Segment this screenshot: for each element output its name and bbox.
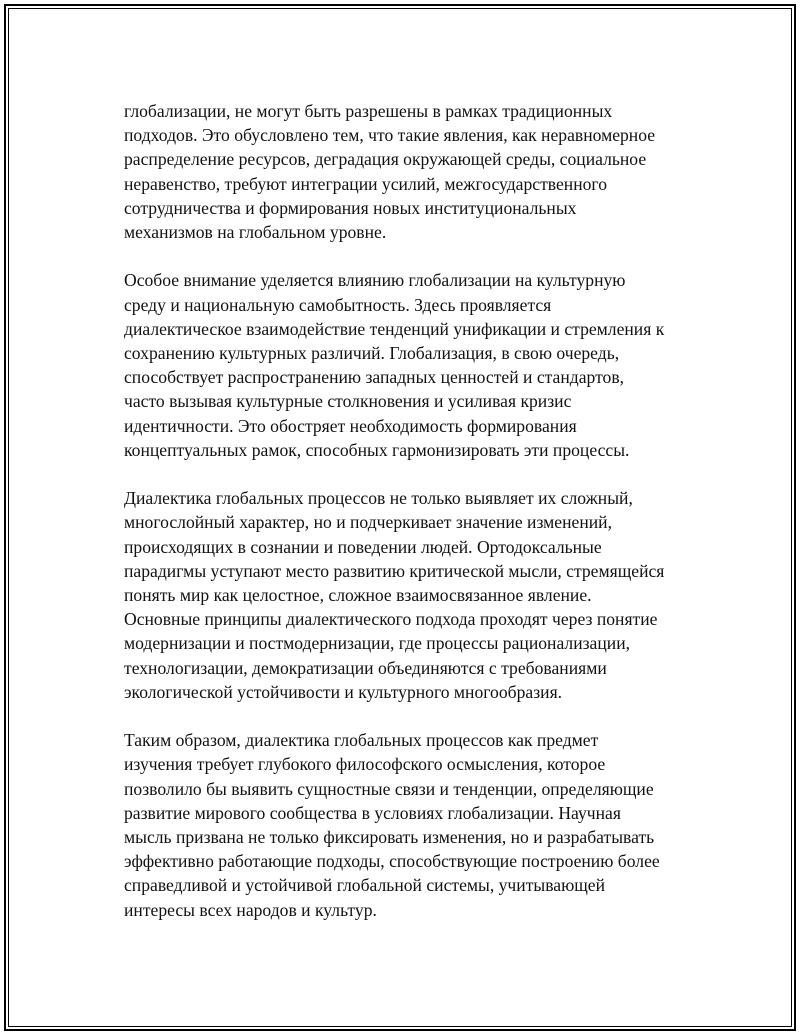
text-line: подходов. Это обусловлено тем, что такие явления, как неравномерное xyxy=(124,125,656,146)
text-line: технологизации, демократизации объединяются с требованиями xyxy=(124,657,607,678)
text-line: эффективно работающие подходы, способствующие построению более xyxy=(124,851,660,872)
text-line: концептуальных рамок, способных гармонизировать эти процессы. xyxy=(124,439,630,460)
text-line: происходящих в сознании и поведении людей. Ортодоксальные xyxy=(124,536,602,557)
page-frame xyxy=(4,4,796,1031)
text-line: неравенство, требуют интеграции усилий, межгосударственного xyxy=(124,173,607,194)
text-line: сотрудничества и формирования новых институциональных xyxy=(124,197,577,218)
text-line: развитие мирового сообщества в условиях глобализации. Научная xyxy=(124,802,621,823)
document-body xyxy=(124,99,696,946)
text-line: экологической устойчивости и культурного многообразия. xyxy=(124,681,563,702)
paragraph-3 xyxy=(124,486,696,704)
text-line: справедливой и устойчивой глобальной системы, учитывающей xyxy=(124,875,606,896)
text-line: идентичности. Это обостряет необходимость формирования xyxy=(124,415,577,436)
text-line: глобализации, не могут быть разрешены в рамках традиционных xyxy=(124,101,613,121)
text-line: Таким образом, диалектика глобальных процессов как предмет xyxy=(124,730,599,751)
paragraph-1 xyxy=(124,99,696,244)
text-line: диалектическое взаимодействие тенденций унификации и стремления к xyxy=(124,318,665,339)
text-line: позволило бы выявить сущностные связи и тенденции, определяющие xyxy=(124,778,654,799)
text-line: парадигмы уступают место развитию критической мысли, стремящейся xyxy=(124,560,665,581)
paragraph-4 xyxy=(124,728,696,922)
text-line: механизмов на глобальном уровне. xyxy=(124,222,387,243)
text-line: изучения требует глубокого философского осмысления, которое xyxy=(124,754,606,775)
text-line: Основные принципы диалектического подхода проходят через понятие xyxy=(124,609,658,630)
text-line: сохранению культурных различий. Глобализация, в свою очередь, xyxy=(124,343,620,364)
text-line: понять мир как целостное, сложное взаимосвязанное явление. xyxy=(124,585,592,606)
text-line: интересы всех народов и культур. xyxy=(124,899,377,920)
text-line: способствует распространению западных ценностей и стандартов, xyxy=(124,367,625,388)
paragraph-2 xyxy=(124,268,696,462)
text-line: среду и национальную самобытность. Здесь проявляется xyxy=(124,294,552,315)
text-line: многослойный характер, но и подчеркивает значение изменений, xyxy=(124,512,612,533)
text-line: мысль призвана не только фиксировать изменения, но и разрабатывать xyxy=(124,827,655,848)
text-line: Особое внимание уделяется влиянию глобализации на культурную xyxy=(124,270,626,291)
text-line: распределение ресурсов, деградация окружающей среды, социальное xyxy=(124,149,647,170)
text-line: модернизации и постмодернизации, где процессы рационализации, xyxy=(124,633,631,654)
text-line: часто вызывая культурные столкновения и усиливая кризис xyxy=(124,391,572,412)
text-line: Диалектика глобальных процессов не только выявляет их сложный, xyxy=(124,488,633,509)
